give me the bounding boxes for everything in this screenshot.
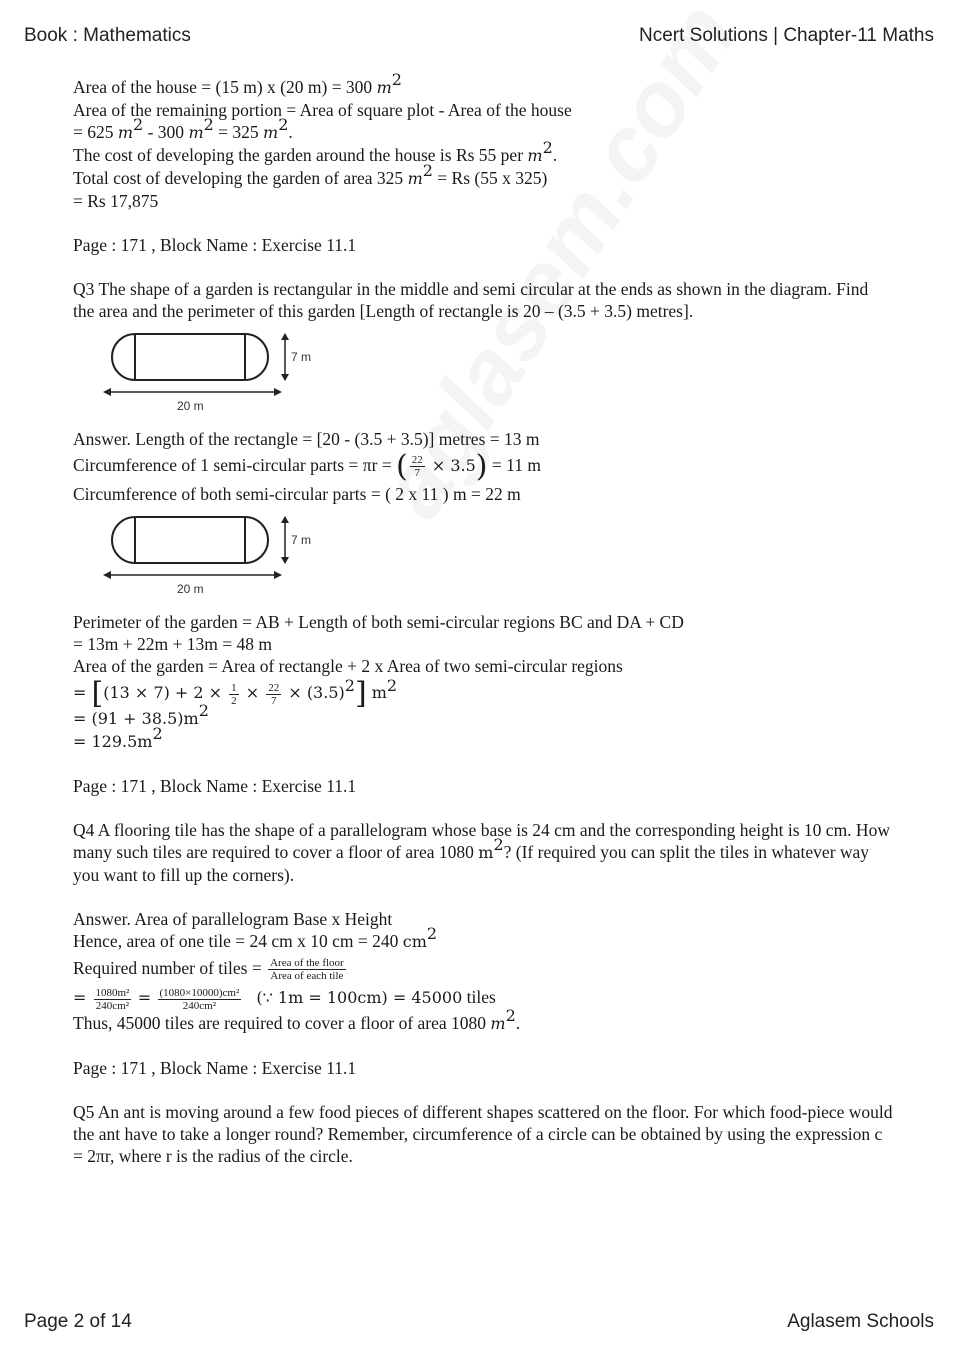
footer-publisher: Aglasem Schools — [787, 1311, 934, 1332]
sol2-line-1: Area of the house = (15 m) x (20 m) = 300 $m^2$ — [73, 70, 402, 97]
diagram-width-label: 20 m — [177, 399, 204, 413]
header-chapter-title: Ncert Solutions | Chapter-11 Maths — [639, 25, 934, 46]
page-reference: Page : 171 , Block Name : Exercise 11.1 — [73, 775, 357, 796]
q3-area-line-1: Area of the garden = Area of rectangle + 2 x Area of two semi-circular regions — [73, 656, 623, 677]
garden-diagram-2 — [85, 511, 325, 603]
q3-perimeter-line-2: = 13m + 22m + 13m = 48 m — [73, 634, 272, 655]
q4-answer-line-2: Hence, area of one tile = 24 cm x 10 cm = 240 $cm^2$ — [73, 924, 438, 951]
q3-area-line-4: = $129.5m^2$ — [73, 724, 163, 751]
q4-answer-line-5: Thus, 45000 tiles are required to cover a floor of area 1080 $m^2$. — [73, 1006, 521, 1033]
garden-diagram-1 — [85, 328, 325, 420]
q3-answer-line-3: Circumference of both semi-circular parts = ( 2 x 11 ) m = 22 m — [73, 484, 521, 505]
q4-question: Q4 A flooring tile has the shape of a parallelogram whose base is 24 cm and the corresponding height is 10 cm. How many such tiles are required to cover a floor of area 1080 $m^2$? (If required you can split the tiles in whatever way you want to fill up the corners). — [73, 819, 890, 885]
q3-answer-line-1: Answer. Length of the rectangle = [20 - (3.5 + 3.5)] metres = 13 m — [73, 429, 540, 449]
sol2-line-4: The cost of developing the garden around the house is Rs 55 per $m^2$. — [73, 138, 558, 165]
q5-question: Q5 An ant is moving around a few food pieces of different shapes scattered on the floor. For which food-piece would the ant have to take a longer round? Remember, circumference of a circle can be obtained by using the expression c = 2πr, where r is the radius of the circle. — [73, 1101, 893, 1166]
page-content — [73, 70, 893, 1167]
diagram-height-label: 7 m — [291, 350, 312, 364]
sol2-line-3: = 625 $m^2 - 300$ $m^2 = 325$ $m^2$. — [73, 115, 293, 142]
footer-page-number: Page 2 of 14 — [24, 1311, 132, 1332]
q3-area-line-2: = [(13 × 7) + 2 × $\frac{1}{2}$ × $\frac{22}{7}$ × $(3.5)^2$] $m^2$ — [73, 675, 398, 712]
page-reference: Page : 171 , Block Name : Exercise 11.1 — [73, 1057, 357, 1078]
sol2-line-2: Area of the remaining portion = Area of square plot - Area of the house — [73, 100, 572, 120]
q4-answer-line-3: Required number of tiles = $\frac{\text{Area of the floor}}{\text{Area of each tile}}$ — [73, 957, 344, 983]
diagram-width-label: 20 m — [177, 582, 204, 597]
q3-question: Q3 The shape of a garden is rectangular in the middle and semi circular at the ends as shown in the diagram. Find the area and the perimeter of this garden [Length of rectangle is 20 – (3.5 + 3.5) metres]. — [73, 279, 869, 321]
sol2-line-6: = Rs 17,875 — [73, 191, 159, 211]
sol2-line-5: Total cost of developing the garden of area 325 $m^2 = Rs$ (55 x 325) — [73, 161, 548, 188]
page-reference: Page : 171 , Block Name : Exercise 11.1 — [73, 235, 357, 255]
q4-answer-line-4: = $\frac{\text{1080m²}}{\text{240cm²}}$ = $\frac{\text{(1080×10000)cm²}}{\text{240cm²}}$ (∵ 1m = 100cm) = 45000 tiles — [73, 986, 496, 1012]
q3-answer-line-2: Circumference of 1 semi-circular parts = πr = ( $\frac{22}{7}$ × 3.5) = 11 m — [73, 448, 541, 484]
q3-area-line-3: = $(91 + 38.5)m^2$ — [73, 701, 209, 728]
header-book-title: Book : Mathematics — [24, 25, 191, 46]
q3-perimeter-line-1: Perimeter of the garden = AB + Length of both semi-circular regions BC and DA + CD — [73, 612, 684, 633]
q4-answer-line-1: Answer. Area of parallelogram Base x Height — [73, 908, 393, 929]
diagram-height-label: 7 m — [291, 533, 312, 548]
